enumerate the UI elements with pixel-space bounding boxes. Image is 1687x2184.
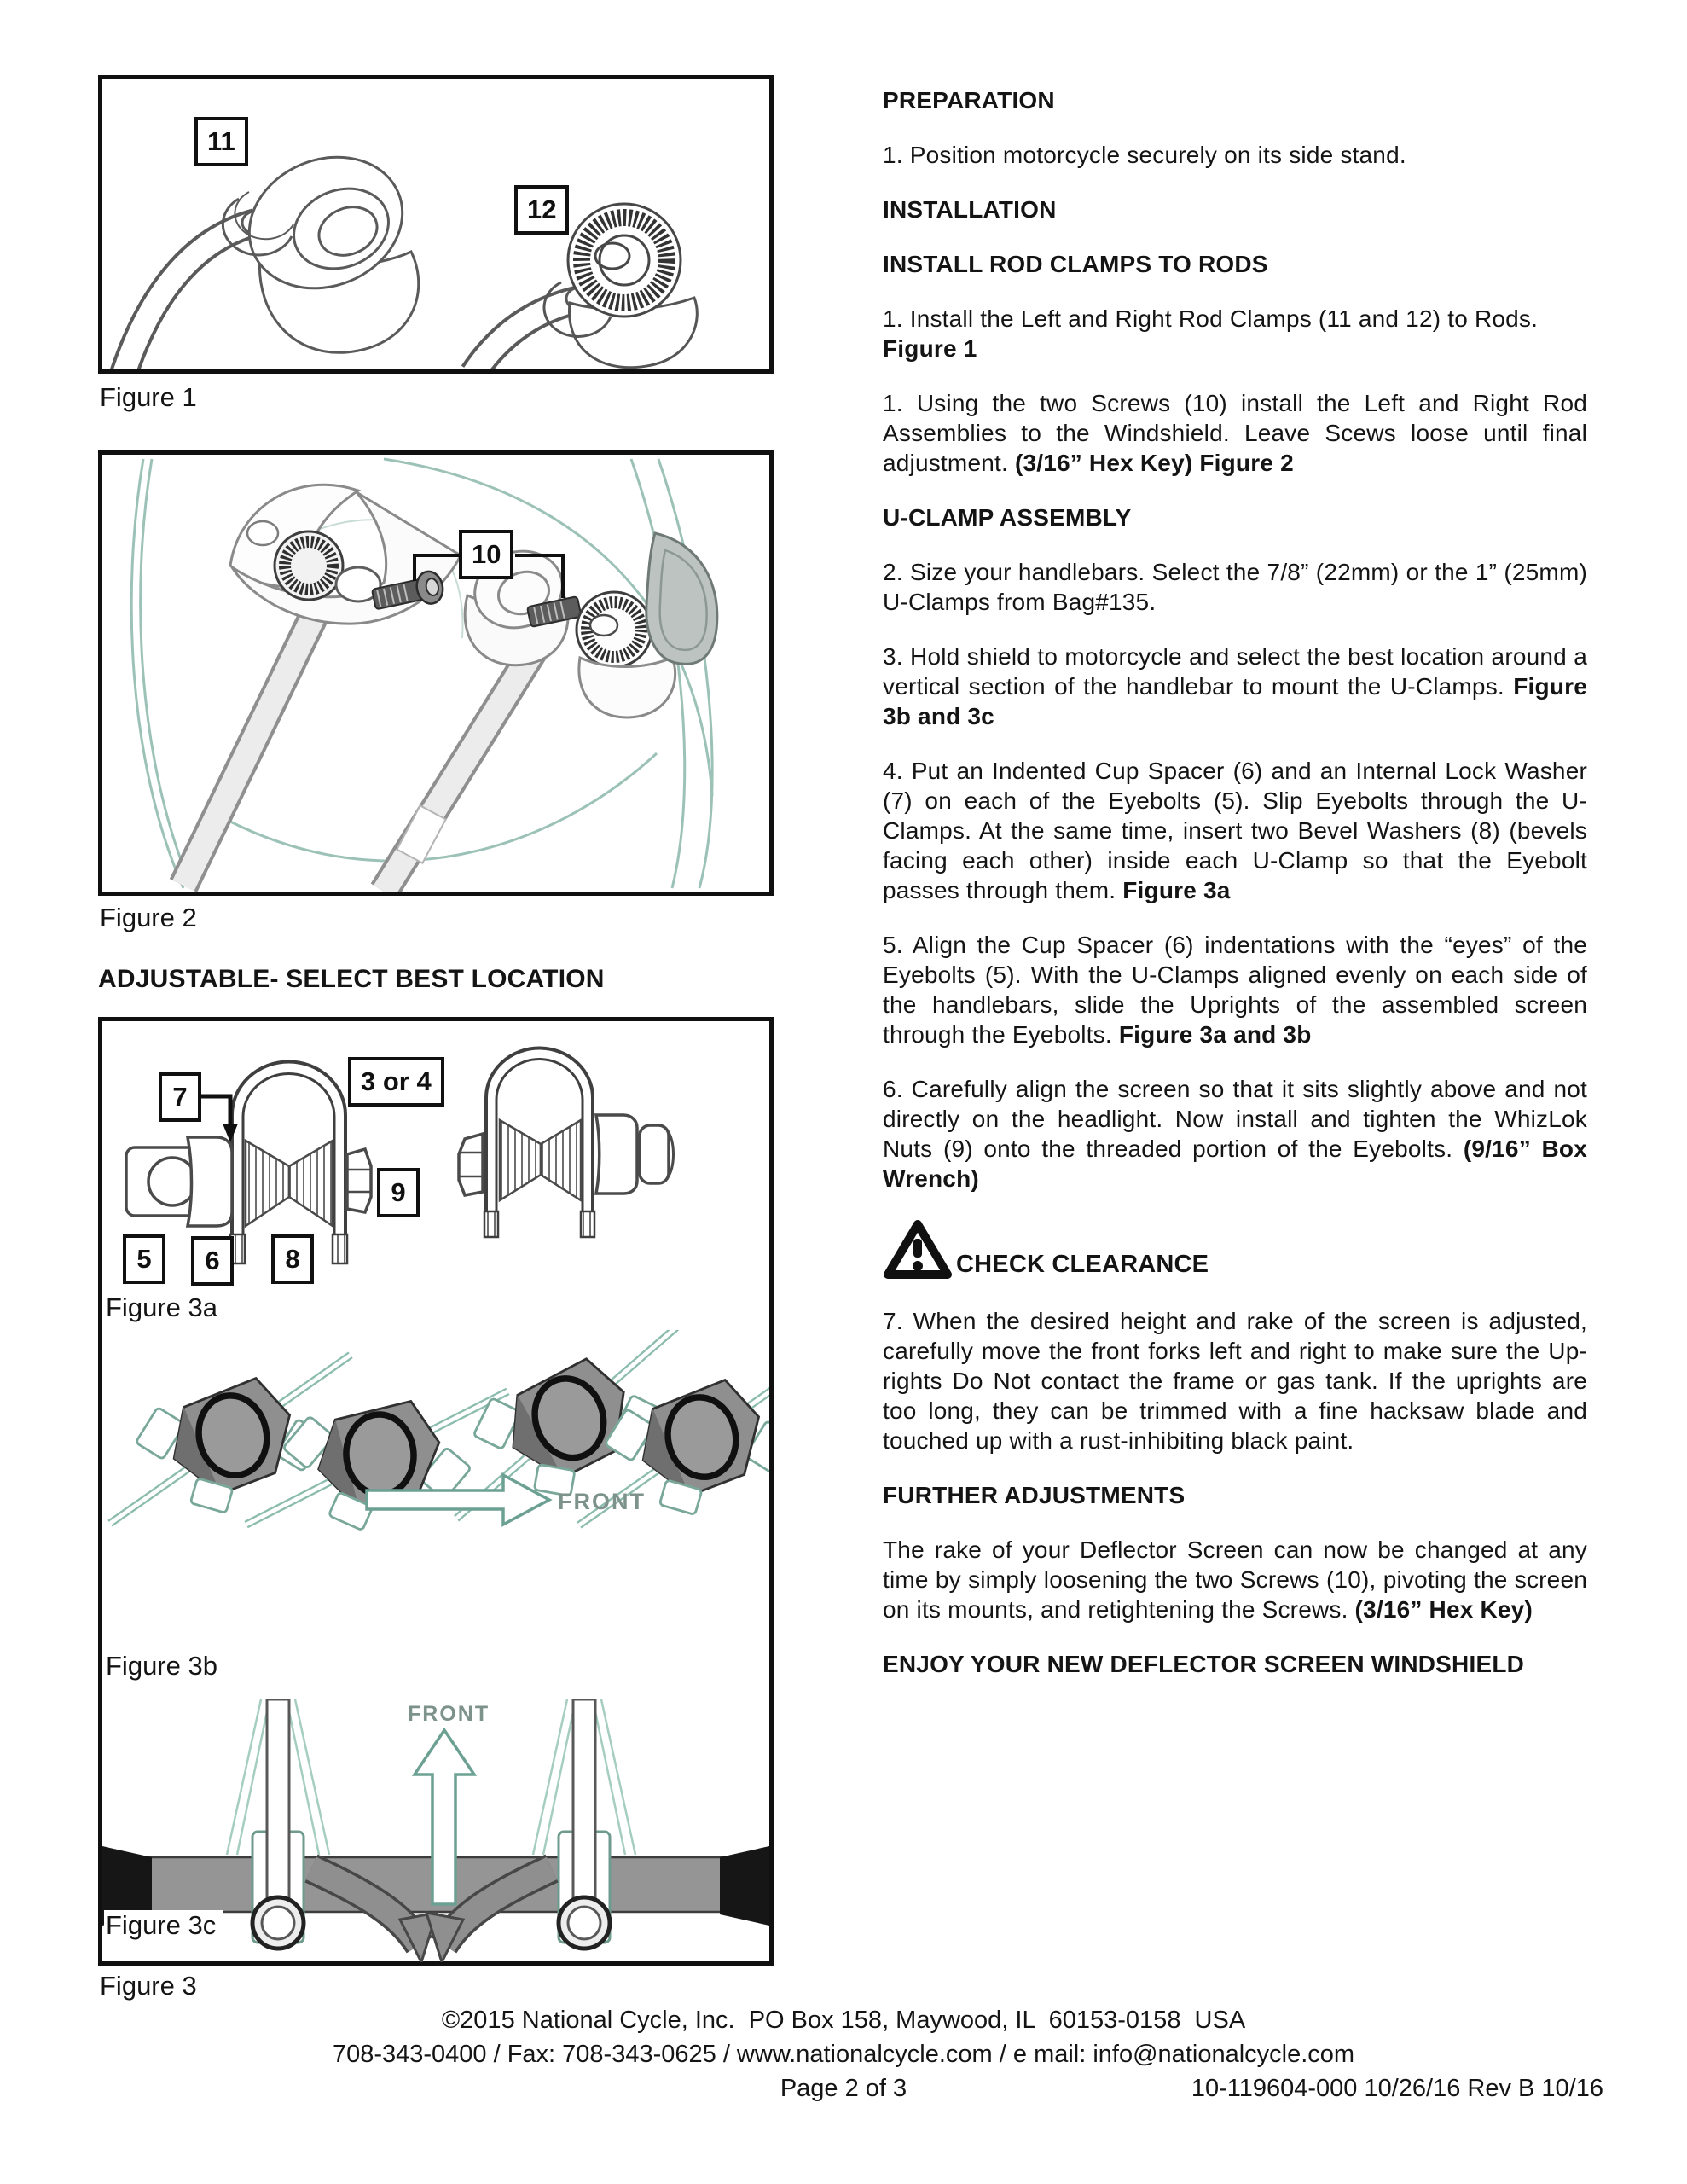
screw-step-figref: (3/16” Hex Key) Figure 2 — [1014, 450, 1294, 476]
footer-address: ©2015 National Cycle, Inc. PO Box 158, Maywood, IL 60153-0158 USA — [441, 2007, 1246, 2034]
right-clamp-post — [559, 1699, 610, 1949]
step-4-text: 4. Put an Indented Cup Spacer (6) and an Internal Lock Washer (7) on each of the Eyebolts (5). Slip Eyebolts through the U-Clamps. At the same time, insert two Bevel Washers (8) (bevels facing each other) inside each U-Clamp so that the Eyebolt passes through them. — [883, 758, 1587, 903]
footer-contact: 708-343-0400 / Fax: 708-343-0625 / www.nationalcycle.com / e mail: info@nationalcycle.com — [332, 2041, 1355, 2068]
part-label-10: 10 — [459, 530, 513, 579]
step-4 — [883, 756, 1587, 905]
screw-step — [883, 388, 1587, 478]
further-adjustments-header: FURTHER ADJUSTMENTS — [883, 1482, 1186, 1508]
uclamp-assembly-header: U-CLAMP ASSEMBLY — [883, 504, 1132, 531]
warning-icon — [883, 1218, 953, 1281]
step-7: 7. When the desired height and rake of the screen is adjusted, carefully move the front forks left and right to make sure the Up-rights Do Not contact the frame or gas tank. If the uprights are too long, they can be trimmed with a fine hacksaw blade and touched up with a rust-inhibiting black paint. — [883, 1308, 1587, 1454]
figure-1-box — [98, 75, 774, 374]
right-grip — [720, 1846, 769, 1926]
check-clearance-label: CHECK CLEARANCE — [956, 1251, 1209, 1278]
enjoy-header: ENJOY YOUR NEW DEFLECTOR SCREEN WINDSHIELD — [883, 1651, 1525, 1677]
step-6-figref: (9/16” Box Wrench) — [883, 1136, 1587, 1192]
step-5-figref: Figure 3a and 3b — [1118, 1021, 1312, 1048]
page-footer — [51, 2003, 1636, 2106]
part-label-8: 8 — [271, 1234, 314, 1284]
cup-spacer — [188, 1137, 232, 1226]
front-label-3b: FRONT — [558, 1489, 646, 1514]
mirror-wedge — [646, 533, 717, 664]
prep-step: 1. Position motorcycle securely on its side stand. — [883, 142, 1406, 168]
rod-step — [883, 304, 1587, 363]
check-clearance-row — [883, 1218, 1587, 1281]
step-3 — [883, 642, 1587, 731]
instructions-column — [883, 85, 1587, 1704]
uclamp-positions-illustration — [102, 1330, 769, 1612]
step-6 — [883, 1074, 1587, 1194]
step-5 — [883, 930, 1587, 1049]
front-label-3c: FRONT — [408, 1702, 490, 1726]
left-clamp-post — [252, 1699, 304, 1949]
whizlok-nut — [347, 1149, 371, 1212]
step-3-figref: Figure 3b and 3c — [883, 673, 1587, 729]
installation-header: INSTALLATION — [883, 196, 1057, 223]
figure-3b-caption: Figure 3b — [104, 1651, 224, 1682]
right-uclamp-assembly — [459, 1048, 674, 1237]
step-5-text: 5. Align the Cup Spacer (6) indentations with the “eyes” of the Eyebolts (5). With the U-Clamps aligned evenly on each side of the handlebars, slide the Uprights of the assembled screen through the Eyebolts. — [883, 932, 1587, 1048]
rod-step-figref: Figure 1 — [883, 335, 977, 362]
further-paragraph — [883, 1535, 1587, 1624]
part-label-12: 12 — [514, 185, 569, 235]
step-2: 2. Size your handlebars. Select the 7/8” (22mm) or the 1” (25mm) U-Clamps from Bag#135. — [883, 559, 1587, 615]
part-label-3or4: 3 or 4 — [348, 1057, 444, 1107]
windshield-illustration — [102, 455, 769, 892]
left-clamp-body — [223, 135, 422, 352]
figure-3-box — [98, 1017, 774, 1966]
further-ref: (3/16” Hex Key) — [1354, 1596, 1533, 1623]
step-4-figref: Figure 3a — [1122, 877, 1231, 903]
preparation-header: PREPARATION — [883, 87, 1055, 113]
figure-3c-caption: Figure 3c — [104, 1910, 223, 1941]
figure-3a-caption: Figure 3a — [104, 1292, 224, 1323]
adjustable-section-header: ADJUSTABLE- SELECT BEST LOCATION — [98, 965, 605, 993]
page-indicator: Page 2 of 3 — [780, 2075, 907, 2102]
part-label-5: 5 — [123, 1234, 165, 1284]
part-label-11: 11 — [194, 117, 248, 166]
part-label-7: 7 — [159, 1072, 201, 1122]
screw-step-text: 1. Using the two Screws (10) install the Left and Right Rod Assemblies to the Windshield. Leave Scews loose until final adjustment. — [883, 390, 1587, 476]
figure-2-box — [98, 450, 774, 896]
doc-number: 10-119604-000 10/26/16 Rev B 10/16 — [1191, 2075, 1603, 2102]
step-6-text: 6. Carefully align the screen so that it sits slightly above and not directly on the headlight. Now install and tighten the WhizLok Nuts (9) onto the threaded portion of the Eyebolts. — [883, 1076, 1587, 1162]
further-text: The rake of your Deflector Screen can now be changed at any time by simply loosening the two Screws (10), pivoting the screen on its mounts, and retightening the Screws. — [883, 1536, 1587, 1623]
part-label-6: 6 — [191, 1236, 234, 1286]
figure-3-caption: Figure 3 — [100, 1971, 197, 2001]
step-3-text: 3. Hold shield to motorcycle and select the best location around a vertical section of the handlebar to mount the U-Clamps. — [883, 643, 1587, 700]
part-label-9: 9 — [377, 1168, 420, 1217]
figure-1-caption: Figure 1 — [100, 382, 197, 412]
rod-step-text: 1. Install the Left and Right Rod Clamps (11 and 12) to Rods. — [883, 305, 1539, 332]
figure-2-caption: Figure 2 — [100, 903, 197, 932]
rod-clamps-header: INSTALL ROD CLAMPS TO RODS — [883, 251, 1268, 277]
footer-meta-row — [51, 2071, 1636, 2106]
